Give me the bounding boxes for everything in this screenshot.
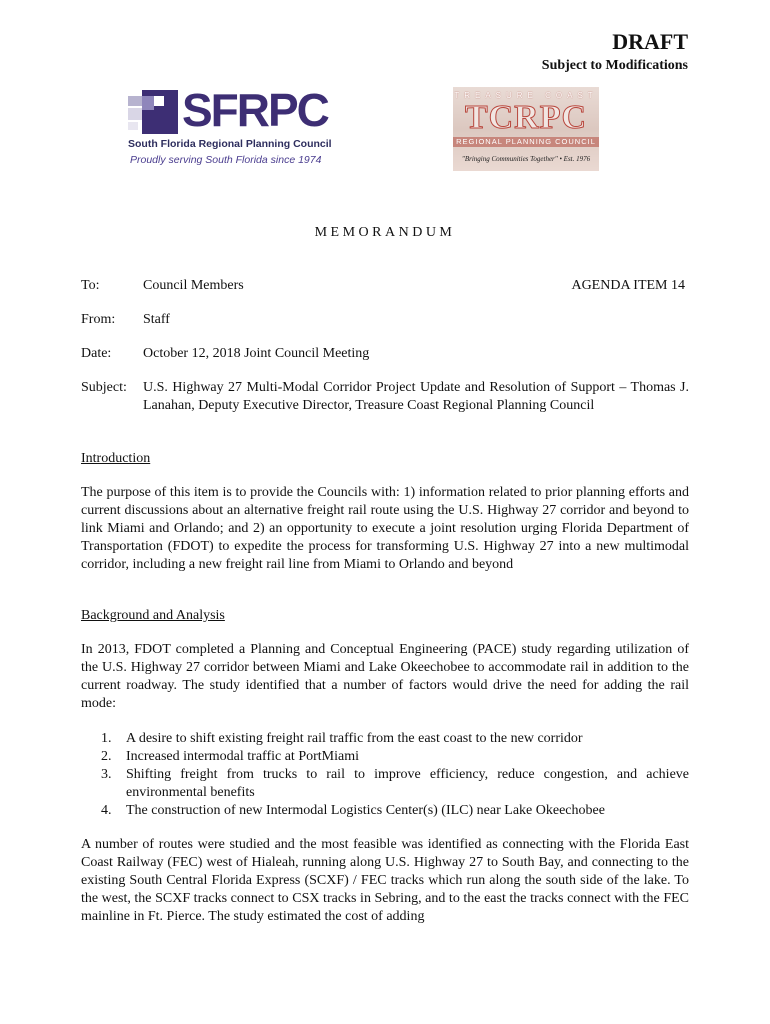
intro-heading: Introduction (81, 451, 151, 466)
list-item-text: Increased intermodal traffic at PortMiami (126, 749, 359, 764)
routes-paragraph: A number of routes were studied and the most feasible was identified as connecting with the Florida East Coast Railway (FEC) west of Hialeah, running along U.S. Highway 27 to South Bay, and connecting to the existing South Central Florida Express (SCXF) / FEC tracks which run along the south side of the lake. To the west, the SCXF tracks connect to CSX tracks in Sebring, and to the east the tracks connect with the FEC mainline in Ft. Pierce. The study estimated the cost of adding (81, 837, 689, 924)
list-item (81, 766, 689, 802)
agenda-item: AGENDA ITEM 14 (571, 278, 685, 293)
list-item-number: 3. (101, 767, 112, 782)
date-label: Date: (81, 346, 112, 361)
subject-value: U.S. Highway 27 Multi-Modal Corridor Project Update and Resolution of Support – Thomas J. Lanahan, Deputy Executive Director, Treasure Coast Regional Planning Council (143, 380, 689, 413)
sfrpc-logo-mark-icon (128, 90, 178, 134)
sfrpc-logo (128, 84, 332, 170)
to-value: Council Members (143, 278, 244, 293)
list-item-number: 1. (101, 731, 112, 746)
list-item-text: A desire to shift existing freight rail traffic from the east coast to the new corridor (126, 731, 583, 746)
draft-header (542, 30, 688, 75)
tcrpc-logo-letters: TCRPC (464, 99, 588, 136)
to-label: To: (81, 278, 100, 293)
date-value: October 12, 2018 Joint Council Meeting (143, 346, 370, 361)
sfrpc-logo-letters: SFRPC (182, 84, 328, 136)
draft-subtitle: Subject to Modifications (541, 58, 688, 73)
factors-list (81, 730, 689, 820)
tcrpc-logo-top: TREASURE COAST (454, 91, 598, 100)
tcrpc-logo-middle: REGIONAL PLANNING COUNCIL (453, 137, 599, 147)
sfrpc-tagline: Proudly serving South Florida since 1974 (130, 154, 322, 166)
background-paragraph: In 2013, FDOT completed a Planning and Conceptual Engineering (PACE) study regarding utilization of the U.S. Highway 27 corridor between Miami and Lake Okeechobee to accommodate rail in addition to the current roadway. The study identified that a number of factors would drive the need for adding the rail mode: (81, 642, 689, 711)
list-item-text: The construction of new Intermodal Logistics Center(s) (ILC) near Lake Okeechobee (126, 803, 605, 818)
list-item-number: 2. (101, 749, 112, 764)
list-item (81, 802, 689, 820)
from-value: Staff (143, 312, 170, 327)
list-item-number: 4. (101, 803, 112, 818)
memo-title: MEMORANDUM (314, 225, 456, 240)
list-item (81, 730, 689, 748)
from-label: From: (81, 312, 116, 327)
tcrpc-logo-motto: "Bringing Communities Together" • Est. 1976 (461, 155, 591, 163)
list-item (81, 748, 689, 766)
intro-paragraph: The purpose of this item is to provide the Councils with: 1) information related to prior planning efforts and current discussions about an alternative freight rail route using the U.S. Highway 27 corridor and beyond to link Miami and Orlando; and 2) an opportunity to execute a joint resolution urging Florida Department of Transportation (FDOT) to expedite the process for transforming U.S. Highway 27 into a new multimodal corridor, including a new freight rail line from Miami to Orlando and beyond (81, 485, 689, 572)
background-heading: Background and Analysis (81, 608, 225, 623)
subject-label: Subject: (81, 380, 127, 395)
list-item-text: Shifting freight from trucks to rail to improve efficiency, reduce congestion, and achieve environmental benefits (126, 767, 689, 800)
tcrpc-logo (453, 87, 599, 171)
sfrpc-council-name: South Florida Regional Planning Council (128, 138, 332, 150)
draft-title: DRAFT (612, 29, 688, 54)
